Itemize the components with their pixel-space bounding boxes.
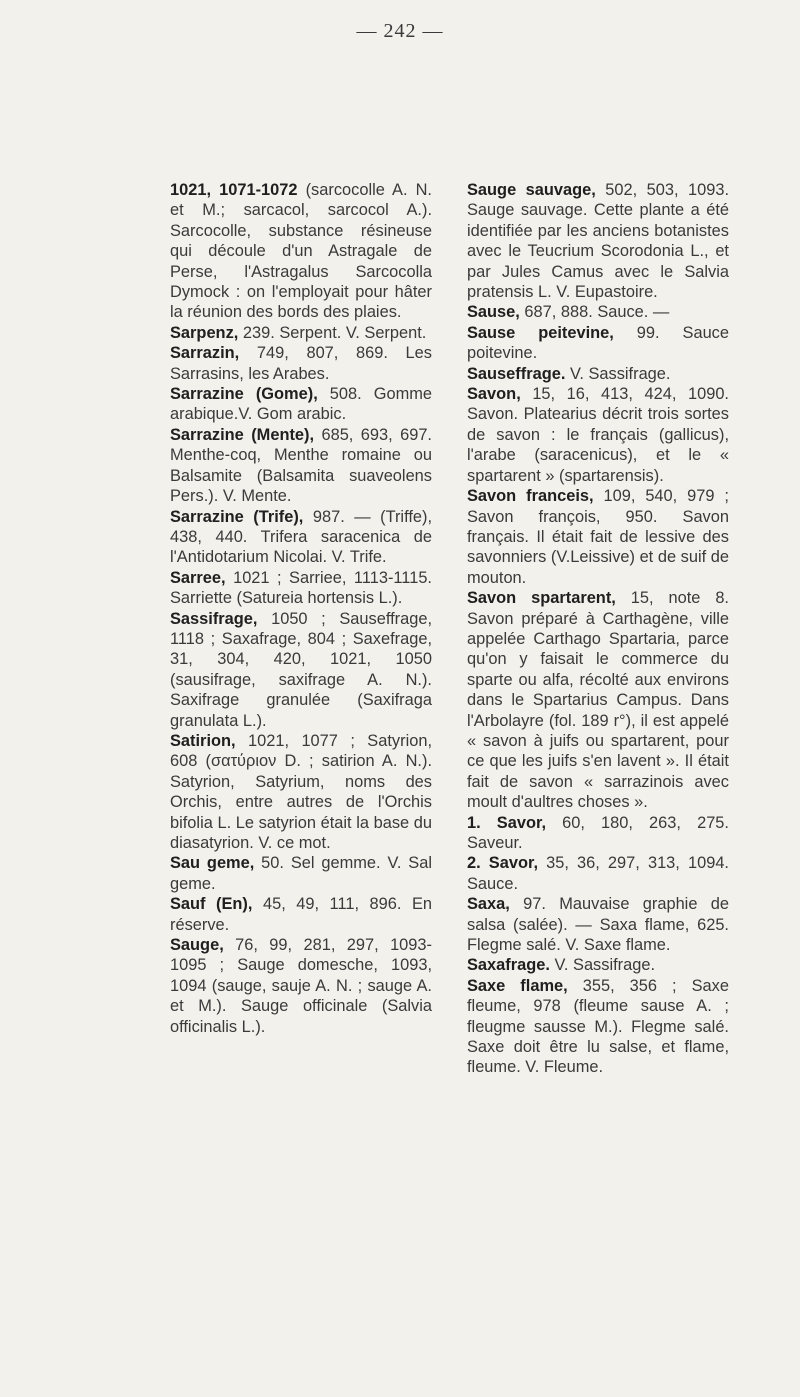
entry-definition: 749, 807, 869. Les Sarrasins, les Arabes. xyxy=(170,344,432,383)
glossary-entry xyxy=(467,894,729,955)
entry-headword: Sarrazine (Gome), xyxy=(170,385,318,404)
entry-headword: 1021, 1071-1072 xyxy=(170,181,298,199)
glossary-entry xyxy=(170,609,432,731)
glossary-entry xyxy=(170,568,432,609)
entry-headword: Sassifrage, xyxy=(170,609,258,628)
glossary-entry xyxy=(170,343,432,384)
glossary-entry xyxy=(170,323,432,343)
entry-headword: Sarrazine (Mente), xyxy=(170,425,315,444)
glossary-entry xyxy=(170,731,432,853)
entry-definition: V. Sassifrage. xyxy=(549,956,656,975)
entry-definition: (sarcocolle A. N. et M.; sarcacol, sarcocol A.). Sarcocolle, substance résineuse qui découle d'un Astragale de Perse, l'Astragalus Sarcocolla Dymock : on l'employait pour hâter la réunion des bords des plaies. xyxy=(170,181,432,322)
entry-headword: Sauf (En), xyxy=(170,895,253,914)
entry-headword: Sause peitevine, xyxy=(467,323,614,342)
entry-headword: Sarpenz, xyxy=(170,323,239,342)
page-number: — 242 — xyxy=(356,20,444,42)
entry-definition: 15, 16, 413, 424, 1090. Savon. Platearius décrit trois sortes de savon : le français (gallicus), l'arabe (saracenicus), et le « spartarent » (spartarensis). xyxy=(467,385,729,485)
glossary-entry xyxy=(467,955,729,975)
entry-definition: 60, 180, 263, 275. Saveur. xyxy=(467,813,729,852)
entry-definition: 502, 503, 1093. Sauge sauvage. Cette plante a été identifiée par les anciens botanistes avec le Teucrium Scorodonia L., et par Jules Camus avec le Salvia pratensis L. V. Eupastoire. xyxy=(467,181,729,302)
entry-headword: Sarrazine (Trife), xyxy=(170,507,304,526)
entry-definition: 1021 ; Sarriee, 1113-1115. Sarriette (Satureia hortensis L.). xyxy=(170,568,432,608)
entry-definition: 99. Sauce poitevine. xyxy=(467,323,729,363)
entry-headword: Sauge, xyxy=(170,936,224,955)
entry-definition: 109, 540, 979 ; Savon françois, 950. Savon français. Il était fait de lessive des savonniers (V.Leissive) et de suif de mouton. xyxy=(467,487,729,587)
entry-headword: Savon, xyxy=(467,385,521,404)
entry-definition: 76, 99, 281, 297, 1093-1095 ; Sauge domesche, 1093, 1094 (sauge, sauje A. N. ; sauge A. et M.). Sauge officinale (Salvia officinalis L.). xyxy=(170,936,432,1036)
glossary-entry xyxy=(170,935,432,1037)
entry-headword: 2. Savor, xyxy=(467,854,538,873)
entry-headword: Saxa, xyxy=(467,895,510,914)
glossary-entry xyxy=(467,976,729,1078)
entry-headword: Saxafrage. xyxy=(467,956,550,975)
entry-definition: 45, 49, 111, 896. En réserve. xyxy=(170,895,432,934)
entry-headword: Sarree, xyxy=(170,568,226,587)
glossary-entry xyxy=(170,507,432,568)
glossary-entry xyxy=(170,894,432,935)
glossary-entry xyxy=(467,486,729,588)
glossary-entry xyxy=(467,853,729,894)
entry-definition: 355, 356 ; Saxe fleume, 978 (fleume sause A. ; fleugme sausse M.). Flegme salé. Saxe doit être lu salse, et flame, fleume. V. Fleume. xyxy=(467,976,729,1077)
left-column xyxy=(170,180,432,1037)
glossary-entry xyxy=(467,588,729,812)
glossary-entry xyxy=(170,384,432,425)
entry-definition: 508. Gomme arabique.V. Gom arabic. xyxy=(170,385,432,424)
entry-definition: 1050 ; Sauseffrage, 1118 ; Saxafrage, 804 ; Saxefrage, 31, 304, 420, 1021, 1050 (sausifrage, saxifrage A. N.). Saxifrage granulée (Saxifraga granulata L.). xyxy=(170,609,432,730)
entry-headword: Sarrazin, xyxy=(170,344,240,363)
entry-headword: Saxe flame, xyxy=(467,976,568,995)
entry-definition: 239. Serpent. V. Serpent. xyxy=(238,323,427,342)
entry-definition: 35, 36, 297, 313, 1094. Sauce. xyxy=(467,854,729,893)
glossary-entry xyxy=(170,853,432,894)
entry-headword: Sause, xyxy=(467,303,520,322)
entry-definition: 97. Mauvaise graphie de salsa (salée). — Saxa flame, 625. Flegme salé. V. Saxe flame. xyxy=(467,895,729,955)
entry-definition: 685, 693, 697. Menthe-coq, Menthe romaine ou Balsamite (Balsamita suaveolens Pers.). V. Mente. xyxy=(170,425,432,506)
right-column xyxy=(467,180,729,1078)
entry-headword: 1. Savor, xyxy=(467,813,546,832)
entry-headword: Savon spartarent, xyxy=(467,589,616,608)
entry-definition: 1021, 1077 ; Satyrion, 608 (σατύριον D. ; satirion A. N.). Satyrion, Satyrium, noms des Orchis, entre autres de l'Orchis bifolia L. Le satyrion était la base du diasatyrion. V. ce mot. xyxy=(170,731,432,852)
glossary-entry xyxy=(467,364,729,384)
entry-headword: Savon franceis, xyxy=(467,487,594,506)
entry-definition: 987. — (Triffe), 438, 440. Trifera saracenica de l'Antidotarium Nicolai. V. Trife. xyxy=(170,507,433,567)
entry-definition: V. Sassifrage. xyxy=(565,364,671,383)
entry-definition: 50. Sel gemme. V. Sal geme. xyxy=(170,854,432,893)
entry-definition: 15, note 8. Savon préparé à Carthagène, ville appelée Carthago Spartaria, parce qu'on y faisait le commerce du sparte ou alfa, récolté aux environs dans le Spartarius Campus. Dans l'Arbolayre (fol. 189 r°), il est appelé « savon à juifs ou spartarent, pour ce que les juifs s'en lavent ». Il était fait de savon « sarrazinois avec moult d'aultres choses ». xyxy=(467,589,729,812)
glossary-entry xyxy=(467,323,729,364)
glossary-entry xyxy=(467,302,729,322)
glossary-entry xyxy=(467,813,729,854)
entry-headword: Sau geme, xyxy=(170,854,255,873)
glossary-entry xyxy=(467,384,729,486)
entry-headword: Sauseffrage. xyxy=(467,364,566,383)
glossary-entry xyxy=(467,180,729,302)
entry-definition: 687, 888. Sauce. — xyxy=(519,303,670,322)
entry-headword: Sauge sauvage, xyxy=(467,181,596,199)
entry-headword: Satirion, xyxy=(170,731,236,750)
glossary-entry xyxy=(170,425,432,507)
glossary-entry xyxy=(170,180,432,323)
